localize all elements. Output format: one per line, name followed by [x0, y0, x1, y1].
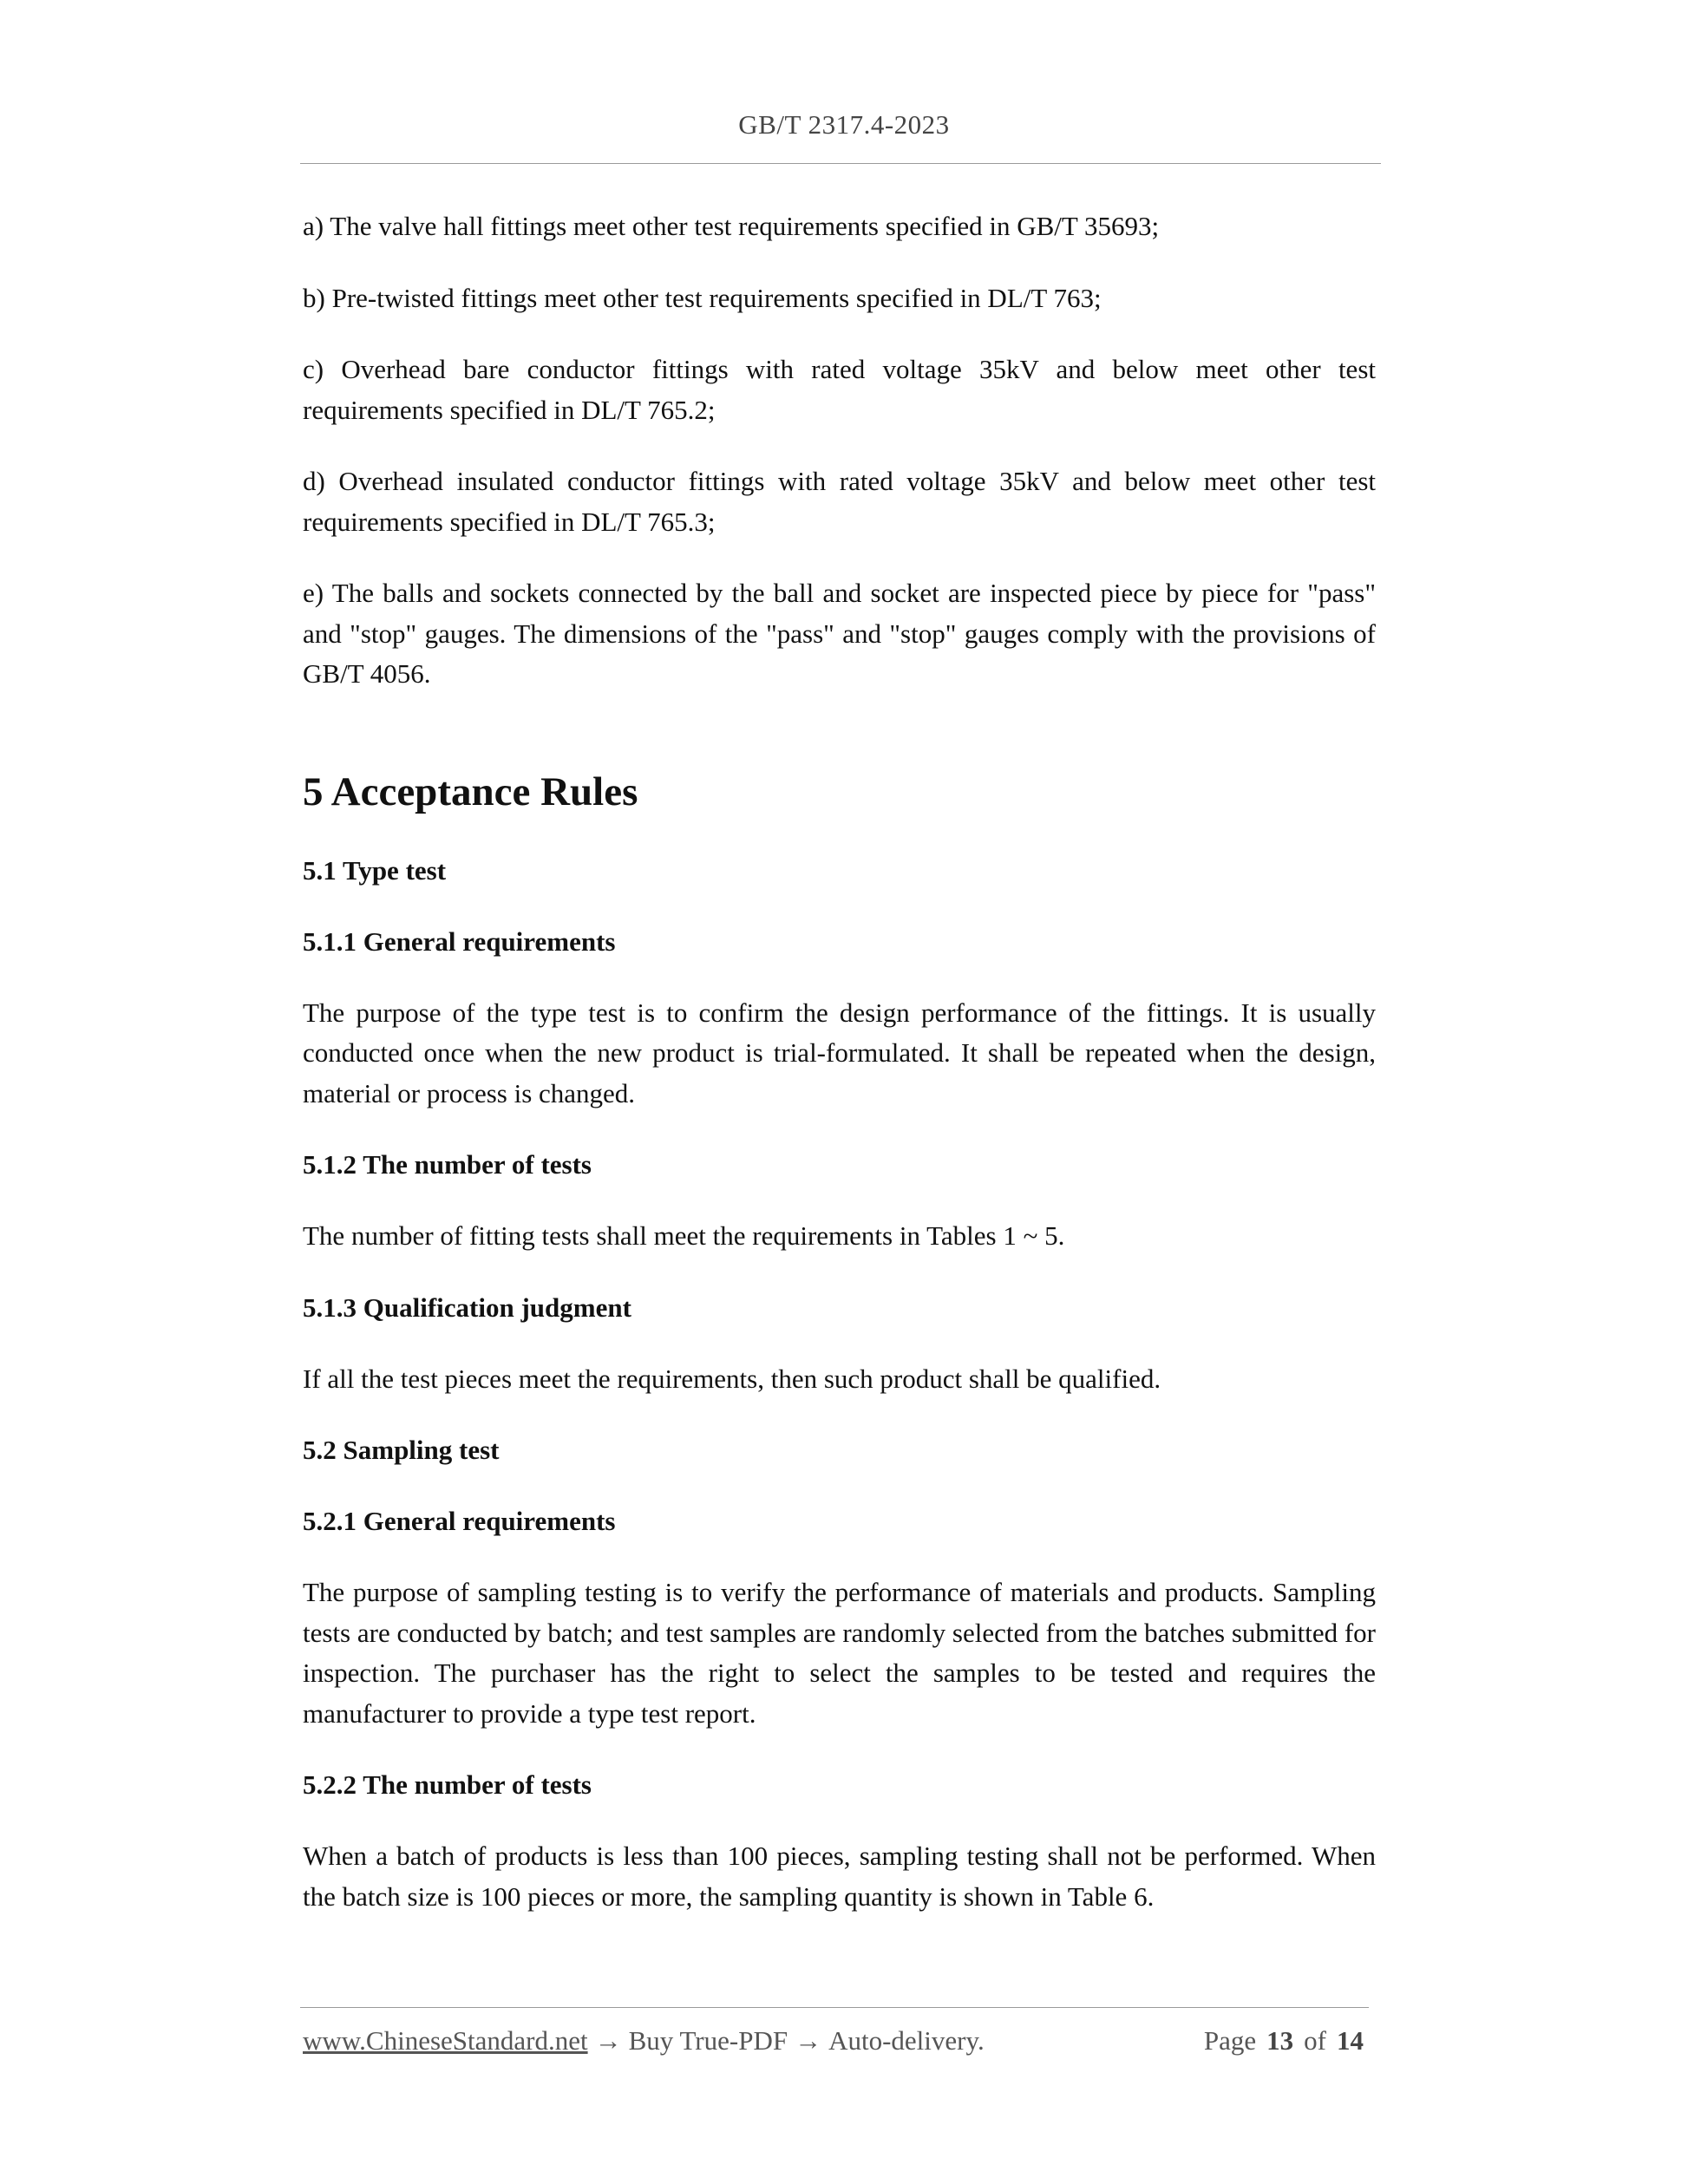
- document-body: [303, 206, 1376, 1948]
- paragraph: When a batch of products is less than 100 pieces, sampling testing shall not be performed. When the batch size is 100 pieces or more, the sampling quantity is shown in Table 6.: [303, 1841, 1376, 1912]
- page-total: 14: [1337, 2025, 1364, 2056]
- paragraph: c) Overhead bare conductor fittings with rated voltage 35kV and below meet other test requirements specified in DL/T 765.2;: [303, 354, 1376, 425]
- footer-divider: [300, 2007, 1369, 2008]
- page-current: 13: [1266, 2025, 1294, 2056]
- subsection-heading: 5.1.2 The number of tests: [303, 1149, 592, 1180]
- header-divider: [300, 163, 1381, 164]
- page-footer: [303, 2025, 1369, 2056]
- paragraph: b) Pre-twisted fittings meet other test requirements specified in DL/T 763;: [303, 282, 1102, 313]
- paragraph: The purpose of sampling testing is to verify the performance of materials and products. Sampling tests are conducted by batch; and test samples are randomly selected from the batches submitted for inspection. The purchaser has the right to select the samples to be tested and requires the manufacturer to provide a type test report.: [303, 1577, 1377, 1729]
- paragraph: e) The balls and sockets connected by the ball and socket are inspected piece by piece for "pass" and "stop" gauges. The dimensions of the "pass" and "stop" gauges comply with the provisions of GB/T 4056.: [303, 578, 1376, 689]
- of-label: of: [1304, 2025, 1326, 2056]
- paragraph: d) Overhead insulated conductor fittings with rated voltage 35kV and below meet other test requirements specified in DL/T 765.3;: [303, 466, 1376, 537]
- section-heading: 5 Acceptance Rules: [303, 768, 638, 814]
- subsection-heading: 5.2.2 The number of tests: [303, 1769, 592, 1800]
- footer-left: [303, 2025, 985, 2056]
- arrow-right-icon: →: [594, 2025, 622, 2056]
- buy-pdf-text: Buy True-PDF: [628, 2025, 788, 2056]
- subsection-heading: 5.1.1 General requirements: [303, 925, 616, 957]
- page-label: Page: [1203, 2025, 1257, 2056]
- paragraph: The number of fitting tests shall meet the requirements in Tables 1 ~ 5.: [303, 1220, 1065, 1251]
- paragraph: If all the test pieces meet the requirements, then such product shall be qualified.: [303, 1363, 1161, 1394]
- paragraph: a) The valve hall fittings meet other test requirements specified in GB/T 35693;: [303, 211, 1160, 241]
- page-number: [1204, 2025, 1369, 2056]
- subsection-heading: 5.1 Type test: [303, 854, 447, 886]
- subsection-heading: 5.2 Sampling test: [303, 1435, 500, 1465]
- arrow-right-icon: →: [795, 2025, 822, 2056]
- auto-delivery-text: Auto-delivery.: [828, 2025, 985, 2056]
- subsection-heading: 5.2.1 General requirements: [303, 1506, 616, 1536]
- page-header-title: GB/T 2317.4-2023: [738, 109, 950, 140]
- website-link[interactable]: www.ChineseStandard.net: [303, 2025, 588, 2056]
- paragraph: The purpose of the type test is to confirm the design performance of the fittings. It is usually conducted once when the new product is trial-formulated. It shall be repeated when the design, material or process is changed.: [303, 997, 1376, 1108]
- subsection-heading: 5.1.3 Qualification judgment: [303, 1291, 631, 1323]
